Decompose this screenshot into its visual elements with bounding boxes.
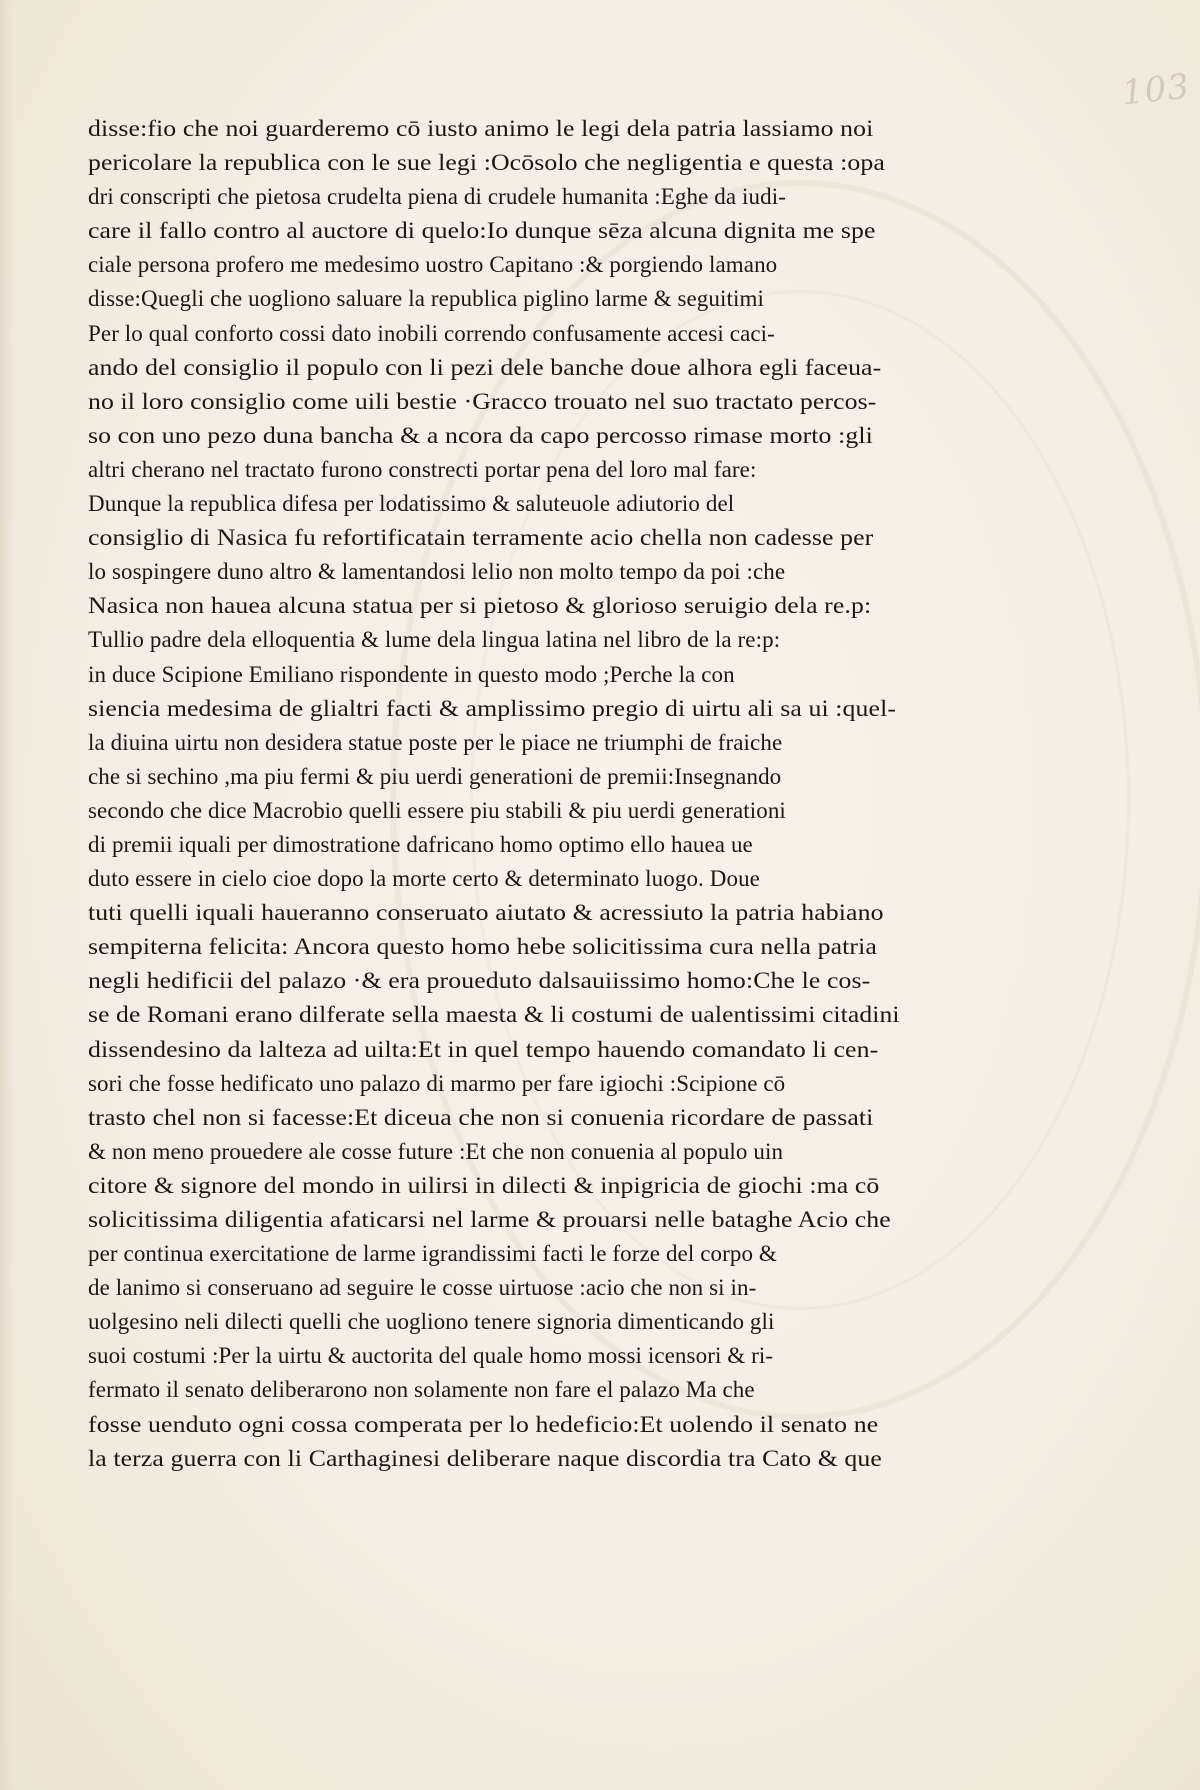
text-line: disse:fio che noi guarderemo cō iusto animo le legi dela patria lassiamo noi [88,116,874,141]
text-line: & non meno prouedere ale cosse future :Et che non conuenia al populo uin [88,1138,784,1164]
text-line: Nasica non hauea alcuna statua per si pietoso & glorioso seruigio dela re.p: [88,593,872,619]
text-line: Per lo qual conforto cossi dato inobili correndo confusamente accesi caci- [88,320,775,346]
text-line: Tullio padre dela elloquentia & lume dela lingua latina nel libro de la re:p: [88,627,781,653]
text-line: negli hedificii del palazo ·& era proueduto dalsauiissimo homo:Che le cos- [88,968,871,994]
text-line: la diuina uirtu non desidera statue poste per le piace ne triumphi de fraiche [88,729,783,755]
folio-number: 103 [1120,66,1192,114]
text-line: fosse uenduto ogni cossa comperata per lo hedeficio:Et uolendo il senato ne [88,1411,879,1437]
text-line: che si sechino ,ma piu fermi & piu uerdi generationi de premii:Insegnando [88,763,782,789]
text-line: di premii iquali per dimostratione dafricano homo optimo ello hauea ue [88,831,753,857]
text-line: dri conscripti che pietosa crudelta piena di crudele humanita :Eghe da iudi- [88,184,786,210]
text-line: secondo che dice Macrobio quelli essere piu stabili & piu uerdi generationi [88,797,786,823]
text-line: in duce Scipione Emiliano rispondente in questo modo ;Perche la con [88,661,735,687]
text-line: pericolare la republica con le sue legi :Ocōsolo che negligentia e questa :opa [88,150,885,176]
text-line: uolgesino neli dilecti quelli che uogliono tenere signoria dimenticando gli [88,1309,775,1335]
text-line: no il loro consiglio come uili bestie ·Gracco trouato nel suo tractato percos- [88,388,877,414]
text-line: Dunque la republica difesa per lodatissimo & saluteuole adiutorio del [88,491,735,517]
text-line: consiglio di Nasica fu refortificatain terramente acio chella non cadesse per [88,525,874,551]
text-line: citore & signore del mondo in uilirsi in dilecti & inpigricia de giochi :ma cō [88,1172,880,1198]
text-line: duto essere in cielo cioe dopo la morte certo & determinato luogo. Doue [88,866,760,892]
text-line: se de Romani erano dilferate sella maesta & li costumi de ualentissimi citadini [88,1002,900,1028]
text-block [88,112,908,1476]
text-line: per continua exercitatione de larme igrandissimi facti le forze del corpo & [88,1241,777,1267]
text-line: disse:Quegli che uogliono saluare la republica piglino larme & seguitimi [88,286,764,312]
text-line: altri cherano nel tractato furono constrecti portar pena del loro mal fare: [88,456,757,482]
text-line: so con uno pezo duna bancha & a ncora da capo percosso rimase morto :gli [88,422,873,448]
text-line: care il fallo contro al auctore di quelo:Io dunque sēza alcuna dignita me spe [88,218,876,244]
text-line: suoi costumi :Per la uirtu & auctorita del quale homo mossi icensori & ri- [88,1343,774,1369]
text-line: dissendesino da lalteza ad uilta:Et in quel tempo hauendo comandato li cen- [88,1036,879,1062]
text-line: ciale persona profero me medesimo uostro Capitano :& porgiendo lamano [88,252,778,278]
text-line: tuti quelli iquali haueranno conseruato aiutato & acressiuto la patria habiano [88,900,884,926]
text-line: trasto chel non si facesse:Et diceua che non si conuenia ricordare de passati [88,1104,874,1130]
text-line: la terza guerra con li Carthaginesi deliberare naque discordia tra Cato & que [88,1445,882,1471]
text-line: solicitissima diligentia afaticarsi nel larme & prouarsi nelle bataghe Acio che [88,1207,891,1232]
text-line: sori che fosse hedificato uno palazo di marmo per fare igiochi :Scipione cō [88,1070,786,1096]
text-line: fermato il senato deliberarono non solamente non fare el palazo Ma che [88,1377,755,1403]
text-line: siencia medesima de glialtri facti & amplissimo pregio di uirtu ali sa ui :quel- [88,695,897,721]
text-line: de lanimo si conseruano ad seguire le cosse uirtuose :acio che non si in- [88,1275,757,1301]
text-line: ando del consiglio il populo con li pezi dele banche doue alhora egli faceua- [88,354,882,380]
page-edge-shadow [0,0,14,1790]
text-line: sempiterna felicita: Ancora questo homo hebe solicitissima cura nella patria [88,934,877,960]
text-line: lo sospingere duno altro & lamentandosi lelio non molto tempo da poi :che [88,559,786,585]
